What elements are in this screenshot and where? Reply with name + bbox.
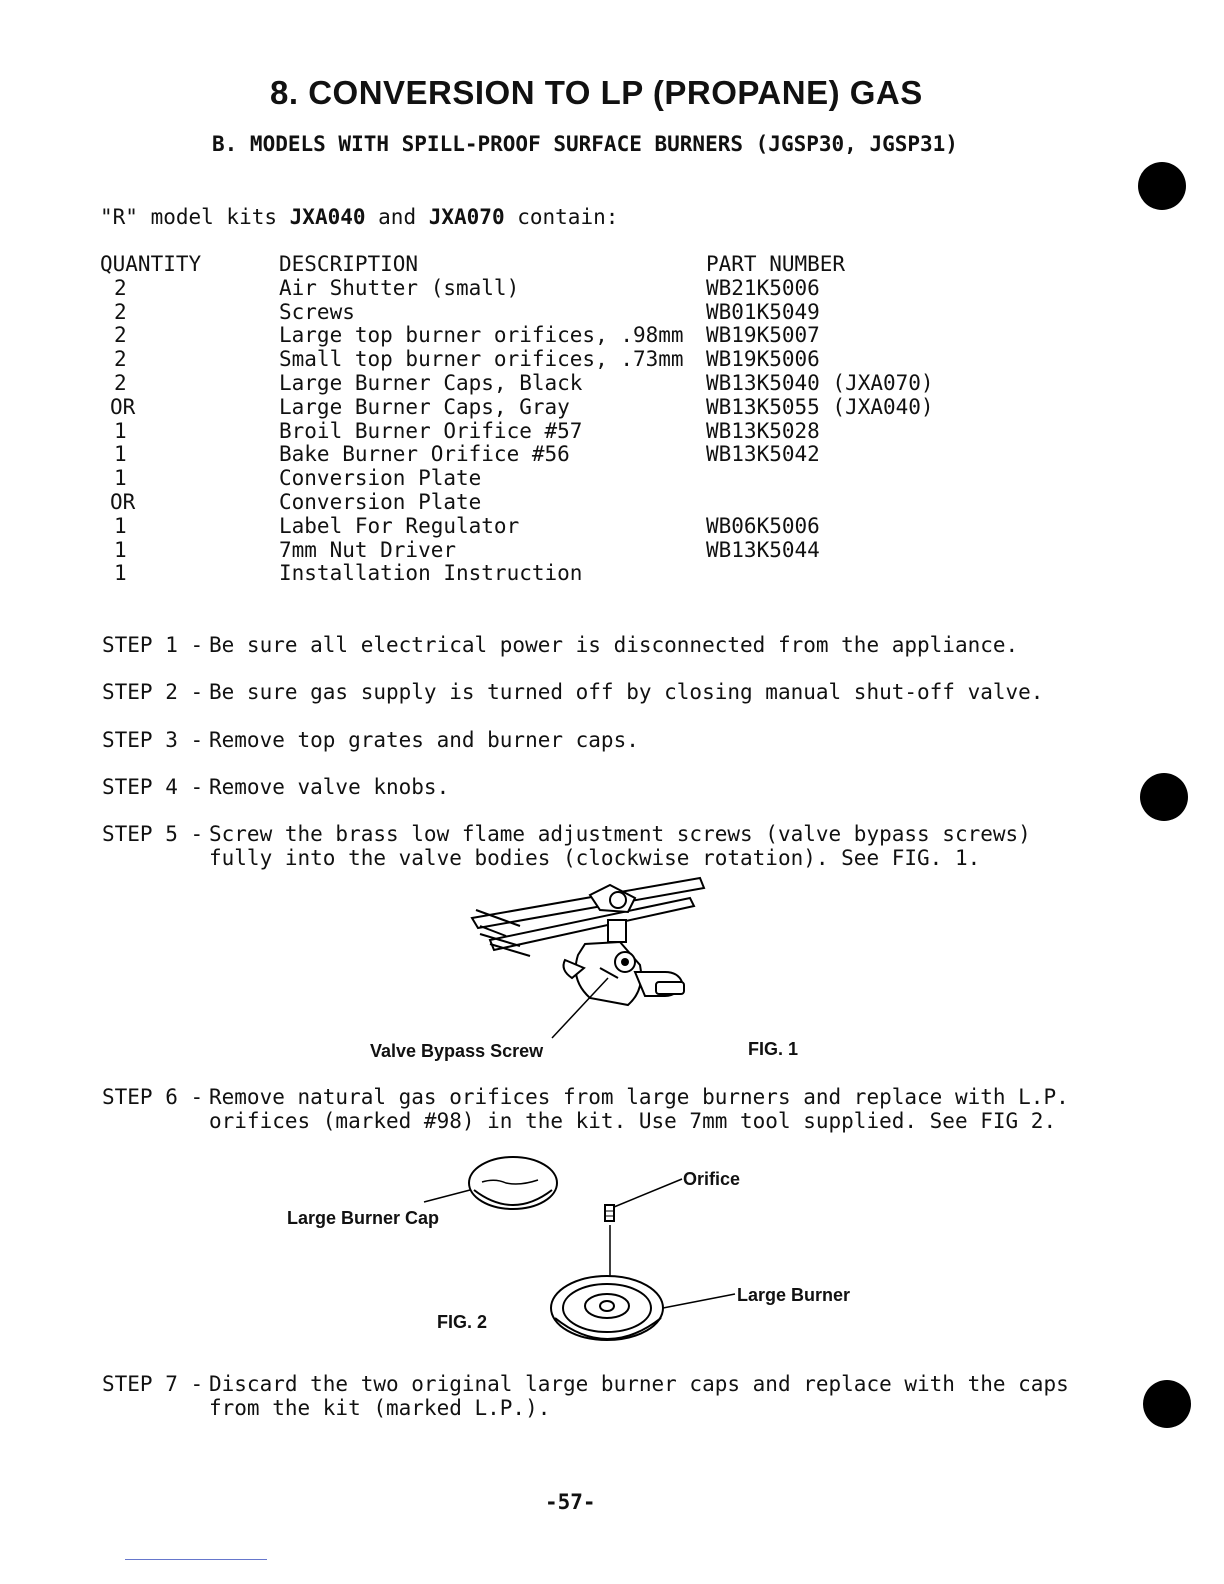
step-4: STEP 4 - Remove valve knobs.: [102, 775, 450, 799]
kit-intro: "R" model kits JXA040 and JXA070 contain:: [100, 205, 619, 229]
page-title: 8. CONVERSION TO LP (PROPANE) GAS: [270, 74, 923, 111]
binder-hole-middle: [1140, 773, 1188, 821]
page-number: -57-: [545, 1490, 596, 1514]
step-5: STEP 5 - Screw the brass low flame adjustment screws (valve bypass screws) fully into the valve bodies (clockwise rotation). See FIG. 1.: [102, 822, 1031, 870]
step-3: STEP 3 - Remove top grates and burner caps.: [102, 728, 639, 752]
header-quantity: QUANTITY: [100, 252, 202, 276]
step-6: STEP 6 - Remove natural gas orifices from large burners and replace with L.P. orifices (marked #98) in the kit. Use 7mm tool supplied. See FIG 2.: [102, 1085, 1069, 1133]
step-7: STEP 7 - Discard the two original large burner caps and replace with the caps from the kit (marked L.P.).: [102, 1372, 1069, 1420]
footer-rule: [125, 1559, 267, 1560]
valve-illustration: [460, 870, 720, 1045]
header-part-number: PART NUMBER: [706, 252, 846, 276]
fig2-callout-large-burner: Large Burner: [737, 1285, 851, 1305]
step-2: STEP 2 - Be sure gas supply is turned off by closing manual shut-off valve.: [102, 680, 1044, 704]
binder-hole-bottom: [1143, 1380, 1191, 1428]
orifice-illustration: [600, 1175, 690, 1285]
fig1-callout-valve-bypass-screw: Valve Bypass Screw: [370, 1041, 544, 1061]
header-description: DESCRIPTION: [279, 252, 419, 276]
fig1-label: FIG. 1: [748, 1039, 799, 1059]
section-subtitle: B. MODELS WITH SPILL-PROOF SURFACE BURNERS (JGSP30, JGSP31): [212, 132, 958, 156]
large-burner-illustration: [545, 1270, 745, 1355]
binder-hole-top: [1138, 162, 1186, 210]
fig2-callout-orifice: Orifice: [683, 1169, 741, 1189]
fig2-label: FIG. 2: [437, 1312, 488, 1332]
step-1: STEP 1 - Be sure all electrical power is disconnected from the appliance.: [102, 633, 1019, 657]
burner-cap-illustration: [420, 1150, 580, 1230]
fig2-callout-large-burner-cap: Large Burner Cap: [287, 1208, 440, 1228]
